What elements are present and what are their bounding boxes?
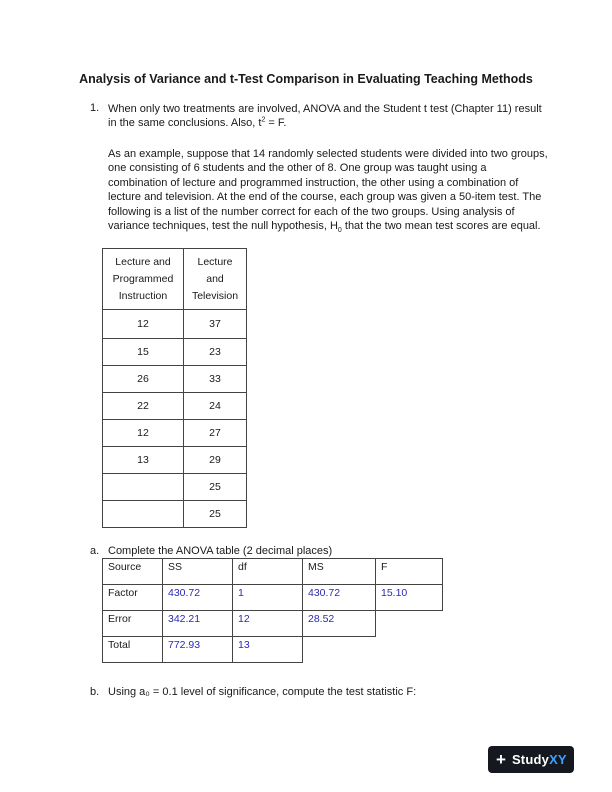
row-label: Factor bbox=[103, 585, 163, 611]
answer-cell: 13 bbox=[233, 637, 303, 663]
part-b-text: Using a₀ = 0.1 level of significance, compute the test statistic F: bbox=[108, 686, 417, 698]
brand-name bbox=[512, 752, 567, 767]
table-row bbox=[103, 420, 247, 447]
anova-header-row bbox=[103, 559, 443, 585]
row-label: Error bbox=[103, 611, 163, 637]
anova-row-error bbox=[103, 611, 443, 637]
answer-cell: 28.52 bbox=[303, 611, 376, 637]
table-row bbox=[103, 366, 247, 393]
table-row bbox=[103, 474, 247, 501]
scores-table bbox=[102, 248, 247, 528]
header-line: and bbox=[206, 272, 224, 285]
header-television bbox=[184, 249, 247, 310]
cell: 27 bbox=[184, 420, 247, 447]
empty-cell bbox=[376, 637, 443, 663]
cell: 25 bbox=[184, 474, 247, 501]
answer-cell: 15.10 bbox=[376, 585, 443, 611]
intro-paragraph bbox=[108, 102, 548, 131]
anova-header-df: df bbox=[233, 559, 303, 585]
table-row bbox=[103, 447, 247, 474]
answer-cell: 12 bbox=[233, 611, 303, 637]
brand-main: Study bbox=[511, 752, 550, 767]
intro-text-a: When only two treatments are involved, ANOVA and the Student t test (Chapter 11) result in the same conclusions. Also, t bbox=[108, 103, 542, 130]
table-row bbox=[103, 501, 247, 528]
anova-row-factor bbox=[103, 585, 443, 611]
cell: 12 bbox=[103, 310, 184, 339]
anova-header-ms: MS bbox=[303, 559, 376, 585]
table-row bbox=[103, 339, 247, 366]
table-row bbox=[103, 310, 247, 339]
cell: 22 bbox=[103, 393, 184, 420]
part-a-text: Complete the ANOVA table (2 decimal places) bbox=[108, 545, 333, 557]
answer-cell: 1 bbox=[233, 585, 303, 611]
cell: 25 bbox=[184, 501, 247, 528]
brand-accent: XY bbox=[549, 752, 567, 767]
scores-header-row bbox=[103, 249, 247, 310]
answer-cell: 430.72 bbox=[163, 585, 233, 611]
cell: 24 bbox=[184, 393, 247, 420]
row-label: Total bbox=[103, 637, 163, 663]
part-a-label: a. bbox=[90, 545, 100, 557]
header-line: Lecture and bbox=[115, 255, 171, 268]
cell: 15 bbox=[103, 339, 184, 366]
header-line: Television bbox=[191, 289, 239, 302]
cell: 12 bbox=[103, 420, 184, 447]
cell: 37 bbox=[184, 310, 247, 339]
cell bbox=[103, 501, 184, 528]
item-number: 1. bbox=[90, 102, 100, 114]
cell: 26 bbox=[103, 366, 184, 393]
studyxy-badge[interactable] bbox=[488, 746, 574, 773]
header-line: Instruction bbox=[118, 289, 168, 302]
cell: 13 bbox=[103, 447, 184, 474]
example-text-a: As an example, suppose that 14 randomly selected students were divided into two groups, one consisting of 6 students and the other of 8. One group was taught using a combination of lecture and programmed instruction, the other using a combination of lecture and television. At the end of the course, each group was given a 50-item test. The following is a list of the number correct for each of the two groups. Using analysis of variance techniques, test the null hypothesis, H bbox=[108, 148, 548, 233]
cell: 23 bbox=[184, 339, 247, 366]
empty-cell bbox=[303, 637, 376, 663]
example-text-b: that the two mean test scores are equal. bbox=[341, 220, 541, 233]
anova-row-total bbox=[103, 637, 443, 663]
anova-table bbox=[102, 558, 443, 663]
answer-cell: 772.93 bbox=[163, 637, 233, 663]
cell: 29 bbox=[184, 447, 247, 474]
anova-header-source: Source bbox=[103, 559, 163, 585]
anova-header-ss: SS bbox=[163, 559, 233, 585]
page-title: Analysis of Variance and t-Test Comparison in Evaluating Teaching Methods bbox=[79, 72, 533, 86]
plus-icon: + bbox=[496, 750, 506, 769]
superscript-2: 2 bbox=[261, 116, 266, 124]
answer-cell: 430.72 bbox=[303, 585, 376, 611]
example-paragraph bbox=[108, 147, 548, 233]
header-programmed bbox=[103, 249, 184, 310]
empty-cell bbox=[376, 611, 443, 637]
anova-header-f: F bbox=[376, 559, 443, 585]
cell: 33 bbox=[184, 366, 247, 393]
part-b-label: b. bbox=[90, 686, 100, 698]
cell bbox=[103, 474, 184, 501]
subscript-0: 0 bbox=[337, 227, 342, 235]
table-row bbox=[103, 393, 247, 420]
intro-text-b: = F. bbox=[265, 117, 287, 130]
header-line: Lecture bbox=[197, 255, 233, 268]
header-line: Programmed bbox=[112, 272, 174, 285]
answer-cell: 342.21 bbox=[163, 611, 233, 637]
